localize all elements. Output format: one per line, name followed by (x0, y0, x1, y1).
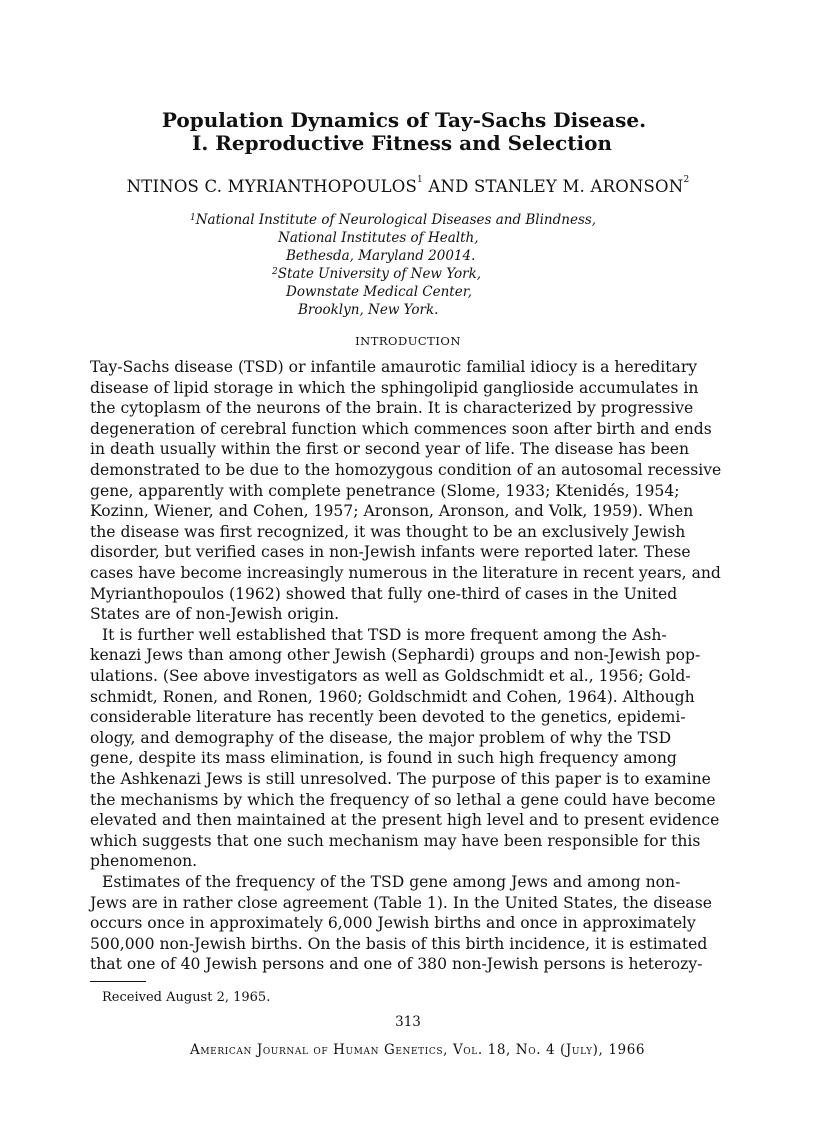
body-line: States are of non-Jewish origin. (90, 605, 340, 624)
affiliation-line: Bethesda, Maryland 20014. (286, 248, 476, 264)
body-line: phenomenon. (90, 852, 198, 871)
affiliation-text: National Institute of Neurological Diseases and Blindness, (195, 212, 597, 228)
affiliation-line (272, 265, 481, 283)
page-number: 313 (395, 1014, 421, 1031)
author-line (0, 177, 816, 196)
author-conjunction: AND (422, 177, 474, 196)
affiliation-text: State University of New York, (277, 266, 482, 282)
body-line: disorder, but verified cases in non-Jewish infants were reported later. These (90, 543, 691, 562)
body-line: elevated and then maintained at the present high level and to present evidence (90, 811, 720, 830)
author-1-footnote-mark: 1 (416, 175, 423, 185)
author-2-footnote-mark: 2 (683, 175, 690, 185)
body-line: in death usually within the first or second year of life. The disease has been (90, 440, 690, 459)
body-line: which suggests that one such mechanism may have been responsible for this (90, 831, 701, 850)
paper-title-line-1: Population Dynamics of Tay-Sachs Disease. (161, 108, 647, 132)
author-2: STANLEY M. ARONSON (473, 177, 684, 196)
body-line: that one of 40 Jewish persons and one of 380 non-Jewish persons is heterozy- (90, 955, 703, 974)
affiliation-footnote-mark: 2 (272, 267, 278, 277)
body-line: ulations. (See above investigators as well as Goldschmidt et al., 1956; Gold- (90, 667, 691, 685)
body-line: the Ashkenazi Jews is still unresolved. The purpose of this paper is to examine (90, 770, 711, 788)
affiliation-line: Downstate Medical Center, (286, 284, 472, 300)
body-line: disease of lipid storage in which the sphingolipid ganglioside accumulates in (90, 378, 699, 397)
affiliation-line: Brooklyn, New York. (298, 302, 439, 318)
body-line: the cytoplasm of the neurons of the brain. It is characterized by progressive (90, 399, 694, 418)
body-line: Estimates of the frequency of the TSD gene among Jews and among non- (102, 873, 681, 891)
body-line: cases have become increasingly numerous in the literature in recent years, and (90, 564, 721, 582)
body-line: gene, apparently with complete penetrance (Slome, 1933; Ktenidés, 1954; (90, 481, 680, 500)
footnote-divider (90, 981, 146, 982)
affiliation-line: National Institutes of Health, (278, 230, 479, 246)
body-line: ology, and demography of the disease, the major problem of why the TSD (90, 728, 672, 747)
body-line: the disease was first recognized, it was thought to be an exclusively Jewish (90, 522, 686, 541)
body-line: gene, despite its mass elimination, is found in such high frequency among (90, 749, 677, 768)
author-1: NTINOS C. MYRIANTHOPOULOS (126, 177, 417, 196)
body-line: the mechanisms by which the frequency of so lethal a gene could have become (90, 790, 716, 809)
body-line: kenazi Jews than among other Jewish (Sephardi) groups and non-Jewish pop- (90, 646, 701, 665)
body-line: schmidt, Ronen, and Ronen, 1960; Goldschmidt and Cohen, 1964). Although (90, 687, 695, 706)
journal-citation: American Journal of Human Genetics, Vol. 18, No. 4 (July), 1966 (190, 1042, 646, 1059)
body-line: degeneration of cerebral function which commences soon after birth and ends (90, 419, 712, 438)
body-line: occurs once in approximately 6,000 Jewish births and once in approximately (90, 914, 696, 933)
affiliation-line (190, 211, 596, 229)
section-heading: INTRODUCTION (355, 334, 461, 348)
body-line: 500,000 non-Jewish births. On the basis of this birth incidence, it is estimated (90, 934, 708, 953)
body-line: Myrianthopoulos (1962) showed that fully one-third of cases in the United (90, 584, 678, 603)
body-line: It is further well established that TSD is more frequent among the Ash- (102, 625, 667, 644)
body-line: Jews are in rather close agreement (Table 1). In the United States, the disease (90, 893, 712, 912)
affiliation-footnote-mark: 1 (190, 213, 196, 223)
received-footnote: Received August 2, 1965. (102, 990, 271, 1006)
body-line: considerable literature has recently been devoted to the genetics, epidemi- (90, 708, 686, 727)
body-line: Tay-Sachs disease (TSD) or infantile amaurotic familial idiocy is a hereditary (90, 358, 698, 376)
body-line: demonstrated to be due to the homozygous condition of an autosomal recessive (90, 461, 722, 479)
body-line: Kozinn, Wiener, and Cohen, 1957; Aronson, Aronson, and Volk, 1959). When (90, 502, 694, 521)
paper-title-line-2: I. Reproductive Fitness and Selection (192, 131, 612, 155)
